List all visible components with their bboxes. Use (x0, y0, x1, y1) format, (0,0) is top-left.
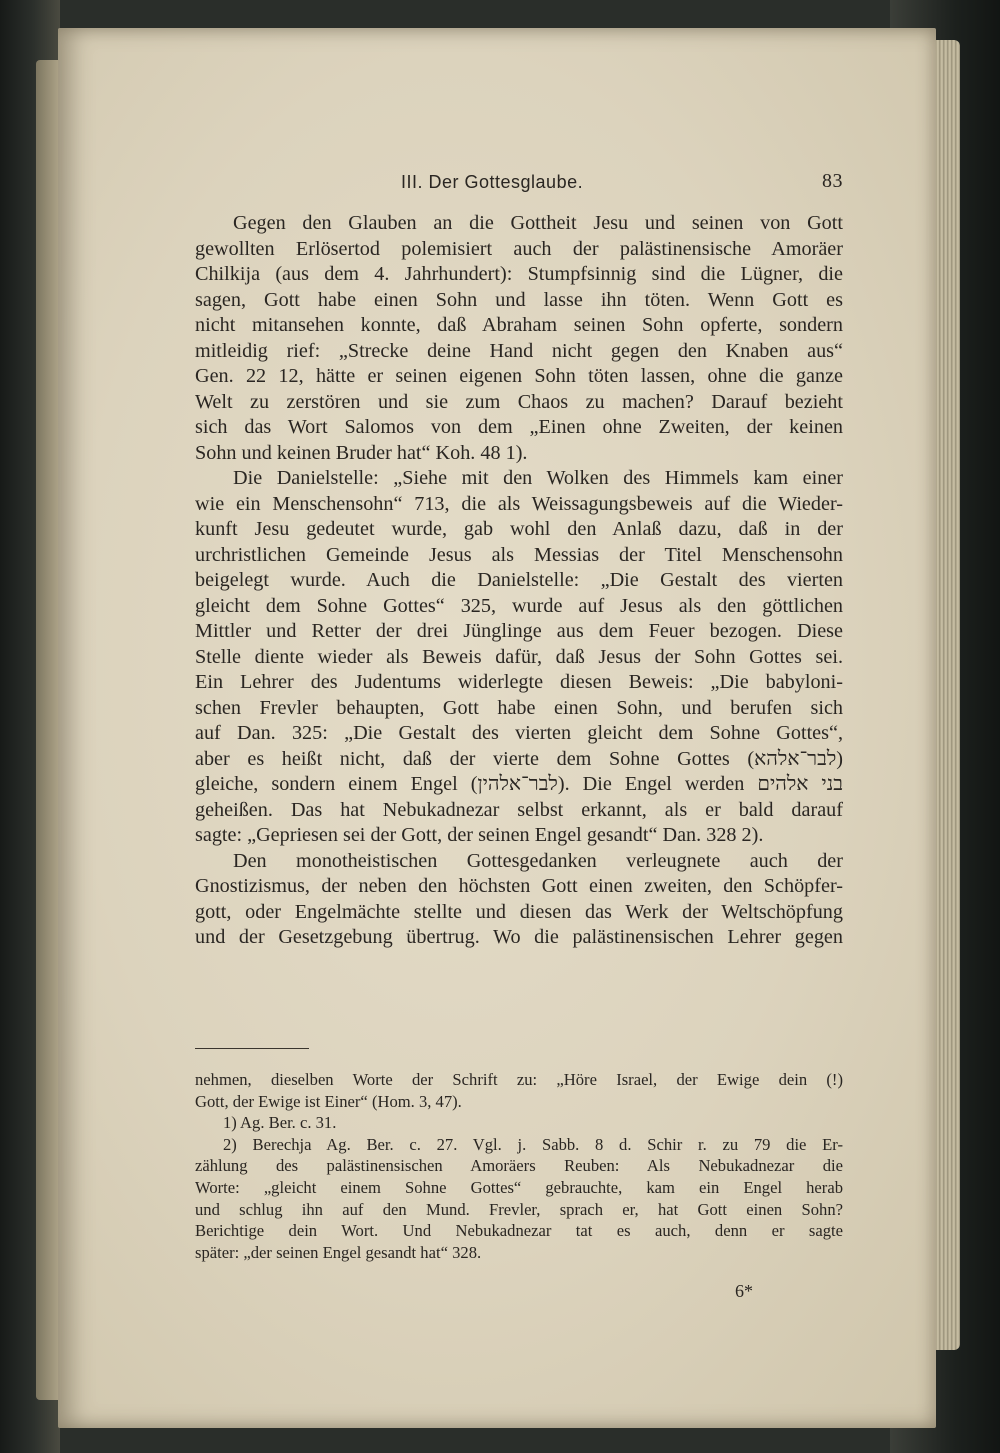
text-line: und der Gesetzgebung übertrug. Wo die palästinensischen Lehrer gegen (195, 926, 843, 948)
text-line: kunft Jesu gedeutet wurde, gab wohl den Anlaß dazu, daß in der (195, 518, 843, 540)
text-line: gleicht dem Sohne Gottes“ 325, wurde auf Jesus als den göttlichen (195, 594, 843, 617)
text-line: gewollten Erlösertod polemisiert auch der palästinensische Amoräer (195, 237, 843, 260)
printer-signature: 6* (735, 1281, 753, 1301)
text-line: nicht mitansehen konnte, daß Abraham seinen Sohn opferte, sondern (195, 314, 843, 336)
footnote-line: Gott, der Ewige ist Einer“ (Hom. 3, 47). (195, 1091, 462, 1111)
footnote-line: 1) Ag. Ber. c. 31. (223, 1113, 337, 1133)
text-line: sich das Wort Salomos von dem „Einen ohne Zweiten, der keinen (195, 416, 843, 438)
text-line: Mittler und Retter der drei Jünglinge aus dem Feuer bezogen. Diese (195, 620, 843, 642)
text-line: Stelle diente wieder als Beweis dafür, daß Jesus der Sohn Gottes sei. (195, 645, 843, 668)
footnote-line: nehmen, dieselben Worte der Schrift zu: „Höre Israel, der Ewige dein (!) (195, 1070, 843, 1089)
text-line: Ein Lehrer des Judentums widerlegte diesen Beweis: „Die babyloni- (195, 671, 843, 693)
text-line: Welt zu zerstören und sie zum Chaos zu machen? Darauf bezieht (195, 390, 843, 413)
text-line: geheißen. Das hat Nebukadnezar selbst erkannt, als er bald darauf (195, 798, 843, 821)
text-line: auf Dan. 325: „Die Gestalt des vierten gleicht dem Sohne Gottes“, (195, 722, 843, 744)
text-line: Sohn und keinen Bruder hat“ Koh. 48 1). (195, 441, 528, 464)
text-line: gleiche, sondern einem Engel (לבר־אלהין). Die Engel werden בני אלהים (195, 773, 844, 795)
text-line: Gnostizismus, der neben den höchsten Gott einen zweiten, den Schöpfer- (195, 875, 843, 897)
footnote-line: später: „der seinen Engel gesandt hat“ 328. (195, 1242, 482, 1262)
book-page (58, 28, 936, 1428)
text-line: Chilkija (aus dem 4. Jahrhundert): Stumpfsinnig sind die Lügner, die (195, 263, 843, 285)
text-line: Den monotheistischen Gottesgedanken verleugnete auch der (233, 849, 843, 872)
footnote-line: zählung des palästinensischen Amoräers Reuben: Als Nebukadnezar die (195, 1156, 843, 1176)
footnote-line: 2) Berechja Ag. Ber. c. 27. Vgl. j. Sabb. 8 d. Schir r. zu 79 die Er- (223, 1134, 843, 1154)
body-text (195, 211, 843, 951)
text-line: Gegen den Glauben an die Gottheit Jesu und seinen von Gott (233, 212, 843, 234)
page-header (195, 168, 843, 198)
footnote-rule (195, 1048, 309, 1049)
footnote-line: und schlug ihn auf den Mund. Frevler, sprach er, hat Gott einen Sohn? (195, 1199, 843, 1219)
text-line: sagen, Gott habe einen Sohn und lasse ihn töten. Wenn Gott es (195, 288, 843, 311)
text-line: sagte: „Gepriesen sei der Gott, der seinen Engel gesandt“ Dan. 328 2). (195, 824, 764, 846)
footnote-line: Berichtige dein Wort. Und Nebukadnezar tat es auch, denn er sagte (195, 1221, 843, 1241)
page-number: 83 (822, 170, 843, 192)
text-line: mitleidig rief: „Strecke deine Hand nicht gegen den Knaben aus“ (195, 339, 843, 362)
text-line: schen Frevler behaupten, Gott habe einen Sohn, und berufen sich (195, 696, 843, 719)
text-line: urchristlichen Gemeinde Jesus als Messias der Titel Menschensohn (195, 543, 843, 566)
text-line: beigelegt wurde. Auch die Danielstelle: „Die Gestalt des vierten (195, 569, 843, 591)
running-head: III. Der Gottesglaube. (401, 172, 584, 192)
footnote-line: Worte: „gleicht einem Sohne Gottes“ gebrauchte, kam ein Engel herab (195, 1177, 843, 1197)
text-line: Gen. 22 12, hätte er seinen eigenen Sohn töten lassen, ohne die ganze (195, 365, 843, 387)
text-line: gott, oder Engelmächte stellte und diesen das Werk der Weltschöpfung (195, 900, 843, 923)
text-line: aber es heißt nicht, daß der vierte dem Sohne Gottes (לבר־אלהא) (195, 747, 843, 770)
text-line: wie ein Menschensohn“ 713, die als Weissagungsbeweis auf die Wieder- (195, 492, 843, 515)
text-line: Die Danielstelle: „Siehe mit den Wolken des Himmels kam einer (233, 467, 843, 489)
footnotes (195, 1069, 843, 1263)
